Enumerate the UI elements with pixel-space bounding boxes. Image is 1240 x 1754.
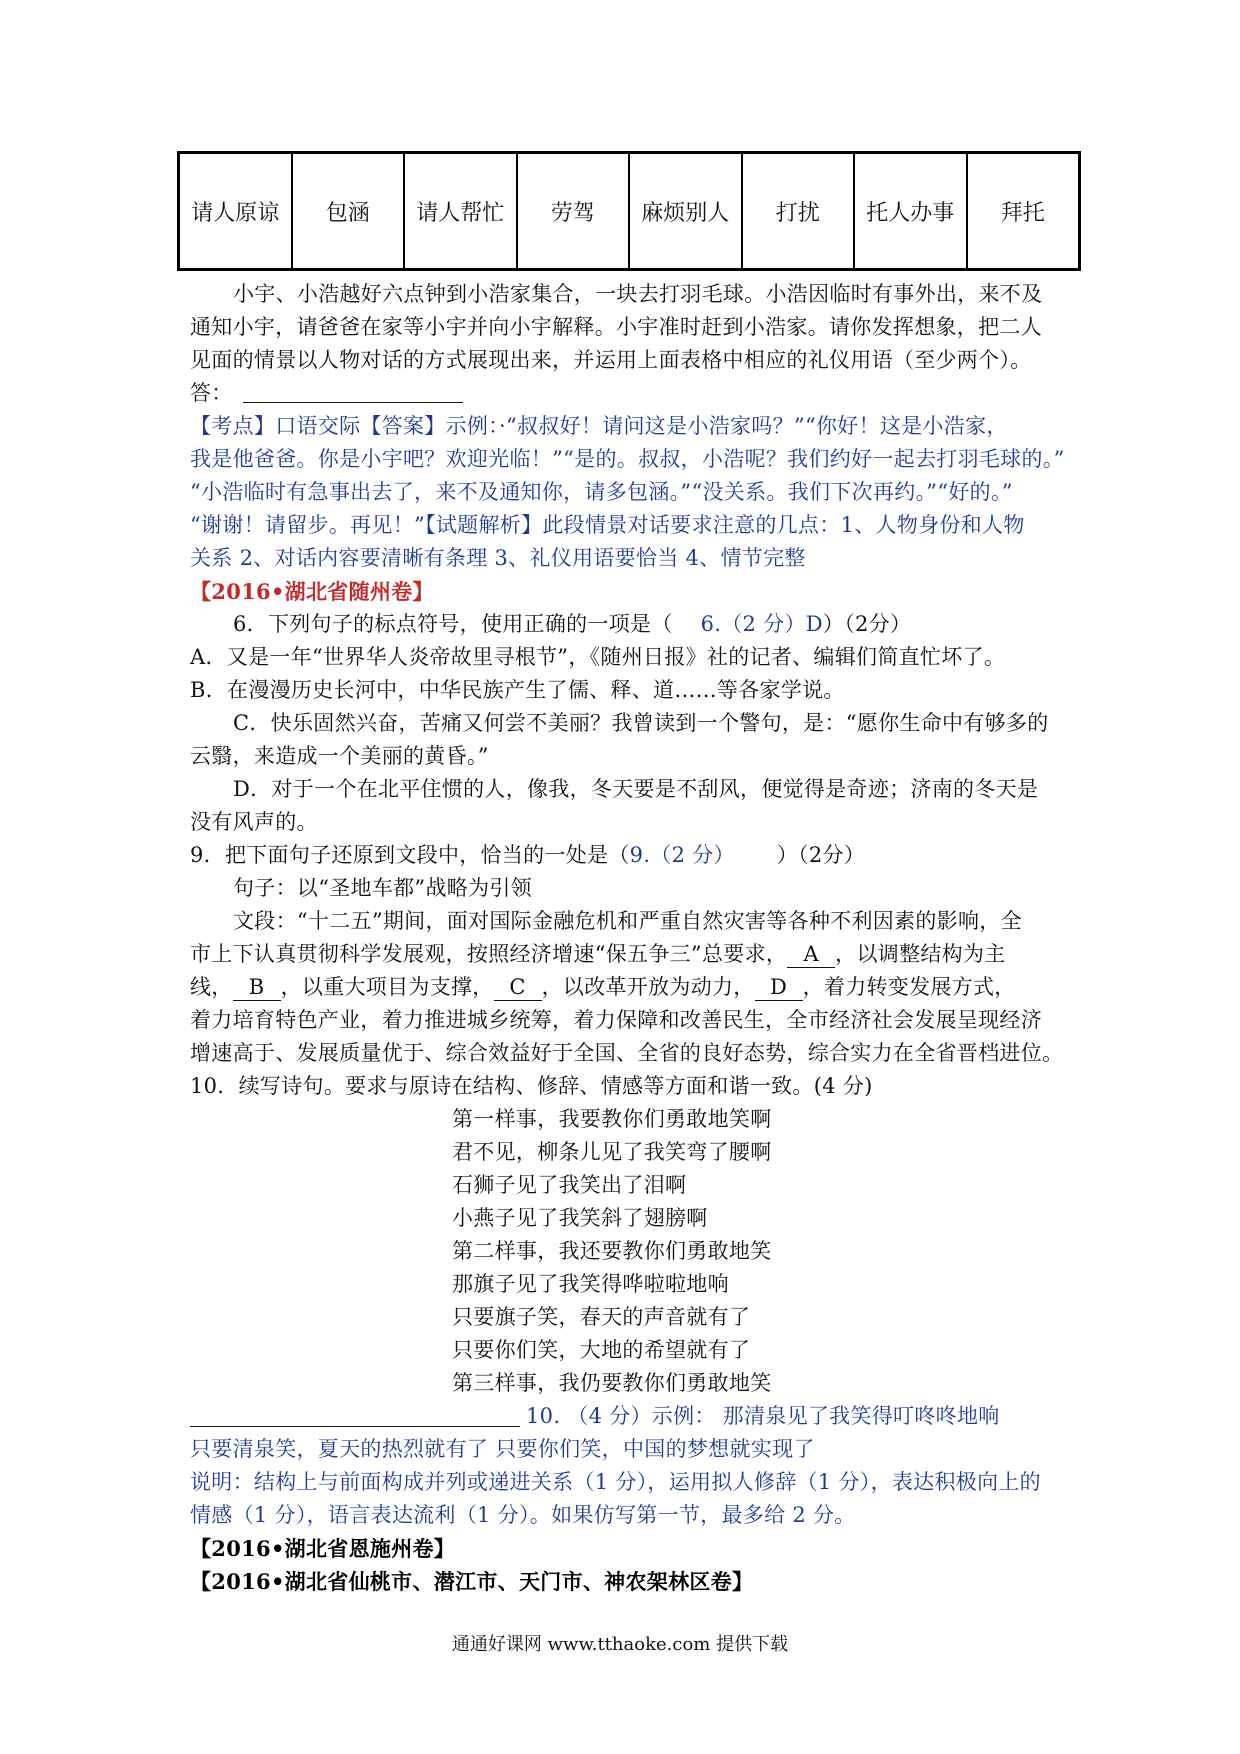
answer-label: 答： — [190, 381, 233, 405]
poem-line: 第二样事，我还要教你们勇敢地笑 — [452, 1239, 772, 1263]
q10-note: 说明：结构上与前面构成并列或递进关系（1 分），运用拟人修辞（1 分），表达积极向上的 — [190, 1470, 1041, 1494]
q5-answer-text: 【考点】口语交际【答案】示例：·“叔叔好！请问这是小浩家吗？”“你好！这是小浩家， — [190, 414, 1008, 438]
q9-passage: 文段：“十二五”期间，面对国际金融危机和严重自然灾害等各种不利因素的影响，全 — [233, 909, 1022, 933]
table-cell: 劳驾 — [517, 153, 630, 270]
q9-stem — [190, 839, 1060, 872]
q10-note: 情感（1 分），语言表达流利（1 分）。如果仿写第一节，最多给 2 分。 — [190, 1503, 856, 1527]
continuation-blank[interactable] — [190, 1402, 520, 1427]
q6-option-b: B．在漫漫历史长河中，中华民族产生了儒、释、道……等各家学说。 — [190, 678, 845, 702]
q9-sentence: 句子：以“圣地车都”战略为引领 — [233, 876, 532, 900]
q6-option-d: D．对于一个在北平住惯的人，像我，冬天要是不刮风，便觉得是奇迹；济南的冬天是 — [233, 777, 1039, 801]
q5-answer-text: “小浩临时有急事出去了，来不及通知你，请多包涵。”“没关系。我们下次再约。”“好的。” — [190, 480, 1013, 504]
blank-b: B — [233, 974, 281, 1001]
q6-answer: 6.（2 分）D — [700, 612, 823, 636]
q5-answer-text: “谢谢！请留步。再见！”【试题解析】此段情景对话要求注意的几点：1、人物身份和人物 — [190, 513, 1025, 537]
answer-blank[interactable] — [243, 380, 463, 403]
q6-option-a: A．又是一年“世界华人炎帝故里寻根节”，《随州日报》社的记者、编辑们简直忙坏了。 — [190, 645, 1006, 669]
section-heading: 【2016•湖北省恩施州卷】 — [190, 1536, 456, 1561]
poem-line: 只要旗子笑，春天的声音就有了 — [452, 1305, 751, 1329]
q10-answer: 10. （4 分）示例： 那清泉见了我笑得叮咚咚地响 — [526, 1404, 1000, 1428]
poem-line: 小燕子见了我笑斜了翅膀啊 — [452, 1206, 708, 1230]
q5-paragraph: 通知小宇，请爸爸在家等小宇并向小宇解释。小宇准时赶到小浩家。请你发挥想象，把二人 — [190, 315, 1042, 339]
etiquette-terms-table — [177, 151, 1081, 271]
q6-option-c: C．快乐固然兴奋，苦痛又何尝不美丽？我曾读到一个警句，是：“愿你生命中有够多的 — [233, 711, 1049, 735]
q5-answer-text: 关系 2、对话内容要清晰有条理 3、礼仪用语要恰当 4、情节完整 — [190, 546, 806, 570]
q6-stem-text: 6．下列句子的标点符号，使用正确的一项是（ — [233, 612, 673, 636]
q9-answer: 9.（2 分） — [629, 843, 735, 867]
q5-paragraph: 小宇、小浩越好六点钟到小浩家集合，一块去打羽毛球。小浩因临时有事外出，来不及 — [233, 282, 1043, 306]
table-cell: 打扰 — [742, 153, 855, 270]
poem-line: 君不见，柳条儿见了我笑弯了腰啊 — [452, 1140, 772, 1164]
table-cell: 请人原谅 — [179, 153, 292, 270]
page-footer: 通通好课网 www.tthaoke.com 提供下载 — [451, 1634, 789, 1655]
q9-passage: 着力培育特色产业，着力推进城乡统筹，着力保障和改善民生，全市经济社会发展呈现经济 — [190, 1008, 1042, 1032]
q9-stem-points: ）（2分） — [776, 843, 866, 867]
q5-answer-line — [190, 377, 1060, 410]
poem-line: 那旗子见了我笑得哗啦啦地响 — [452, 1272, 729, 1296]
table-cell: 拜托 — [967, 153, 1080, 270]
passage-text: ，以调整结构为主 — [835, 942, 1006, 966]
q6-stem-points: ）（2分） — [822, 612, 912, 636]
passage-text: ，以改革开放为动力， — [541, 975, 755, 999]
poem-line: 第一样事，我要教你们勇敢地笑啊 — [452, 1107, 772, 1131]
q5-answer-text: 我是他爸爸。你是小宇吧？欢迎光临！”“是的。叔叔，小浩呢？我们约好一起去打羽毛球的。” — [190, 447, 1065, 471]
table-cell: 包涵 — [292, 153, 405, 270]
section-heading: 【2016•湖北省随州卷】 — [190, 579, 434, 604]
passage-text: 线， — [190, 975, 233, 999]
q6-option-c-cont: 云翳，来造成一个美丽的黄昏。” — [190, 744, 489, 768]
passage-text: 市上下认真贯彻科学发展观，按照经济增速“保五争三”总要求， — [190, 942, 788, 966]
q5-paragraph: 见面的情景以人物对话的方式展现出来，并运用上面表格中相应的礼仪用语（至少两个）。 — [190, 348, 1032, 372]
q10-stem: 10．续写诗句。要求与原诗在结构、修辞、情感等方面和谐一致。(4 分) — [190, 1074, 873, 1098]
q9-passage — [190, 938, 1060, 971]
table-cell: 请人帮忙 — [404, 153, 517, 270]
q6-stem — [233, 608, 1060, 641]
table-row — [179, 153, 1080, 270]
passage-text: ，以重大项目为支撑， — [280, 975, 494, 999]
q9-passage — [190, 971, 1060, 1004]
poem-line: 只要你们笑，大地的希望就有了 — [452, 1338, 751, 1362]
blank-c: C — [494, 974, 542, 1001]
q6-option-d-cont: 没有风声的。 — [190, 810, 318, 834]
q10-answer-line — [190, 1400, 1060, 1433]
poem-line: 第三样事，我仍要教你们勇敢地笑 — [452, 1371, 772, 1395]
poem-line: 石狮子见了我笑出了泪啊 — [452, 1173, 687, 1197]
blank-d: D — [755, 974, 803, 1001]
table-cell: 托人办事 — [854, 153, 967, 270]
passage-text: ，着力转变发展方式， — [802, 975, 1016, 999]
q9-passage: 增速高于、发展质量优于、综合效益好于全国、全省的良好态势，综合实力在全省晋档进位。 — [190, 1041, 1064, 1065]
table-cell: 麻烦别人 — [629, 153, 742, 270]
q9-stem-text: 9．把下面句子还原到文段中，恰当的一处是（ — [190, 843, 630, 867]
section-heading: 【2016•湖北省仙桃市、潜江市、天门市、神农架林区卷】 — [190, 1569, 754, 1594]
blank-a: A — [787, 941, 835, 968]
q10-answer-text: 只要清泉笑，夏天的热烈就有了 只要你们笑，中国的梦想就实现了 — [190, 1437, 815, 1461]
